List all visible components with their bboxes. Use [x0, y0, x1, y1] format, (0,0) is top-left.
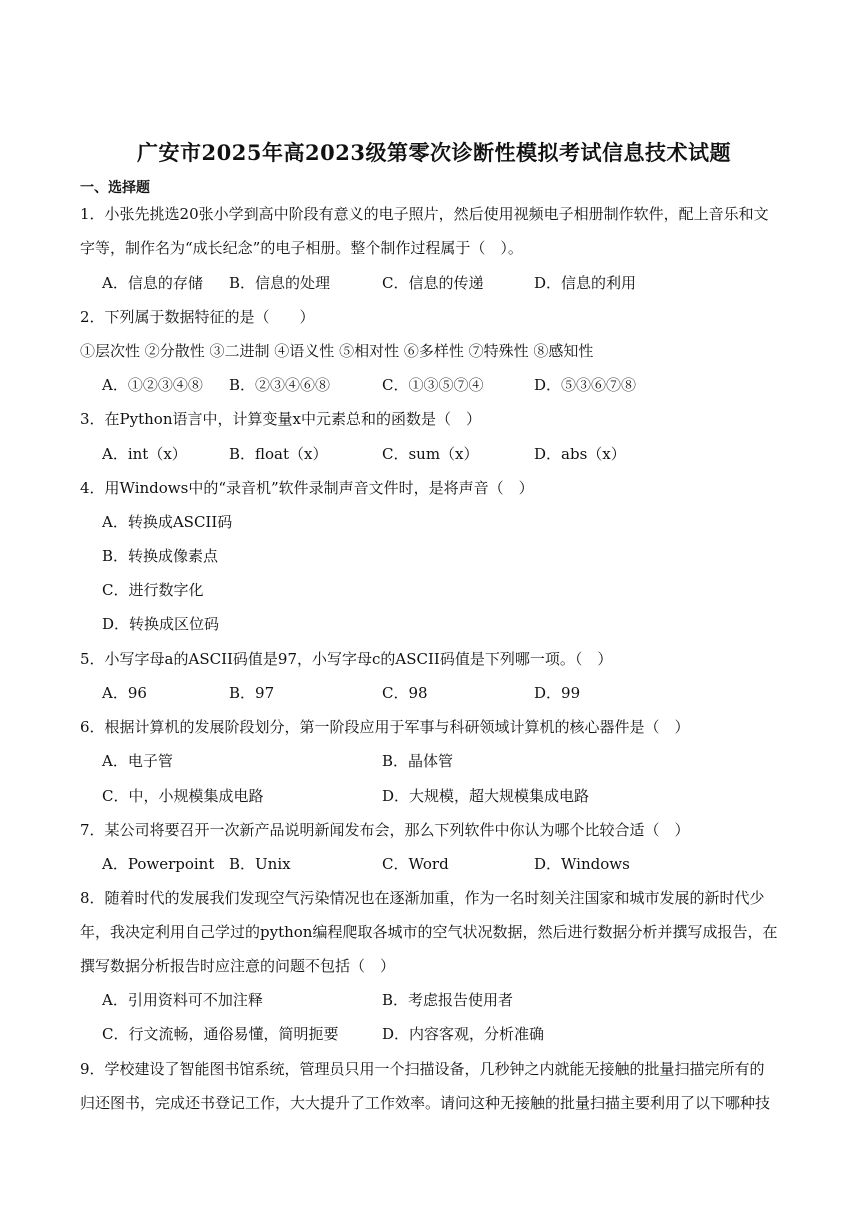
q1-option-b: B．信息的处理 — [229, 274, 331, 292]
q4-option-b: B．转换成像素点 — [102, 547, 219, 565]
q2-option-b: B．②③④⑥⑧ — [229, 376, 331, 394]
question-3-stem: 3．在Python语言中，计算变量x中元素总和的函数是（ ） — [80, 410, 481, 428]
question-2-features: ①层次性 ②分散性 ③二进制 ④语义性 ⑤相对性 ⑥多样性 ⑦特殊性 ⑧感知性 — [80, 342, 594, 360]
q6-option-d: D．大规模，超大规模集成电路 — [382, 787, 590, 805]
question-8-line-2: 年，我决定利用自己学过的python编程爬取各城市的空气状况数据，然后进行数据分析并撰写成报告，在 — [80, 923, 778, 941]
q2-option-d: D．⑤③⑥⑦⑧ — [534, 376, 637, 394]
q7-option-b: B．Unix — [229, 855, 291, 873]
q3-option-b: B．float（x） — [229, 445, 328, 463]
q1-option-c: C．信息的传递 — [382, 274, 484, 292]
q5-option-d: D．99 — [534, 684, 581, 702]
q3-option-d: D．abs（x） — [534, 445, 626, 463]
q8-option-b: B．考虑报告使用者 — [382, 991, 514, 1009]
q4-option-d: D．转换成区位码 — [102, 615, 220, 633]
q8-option-c: C．行文流畅，通俗易懂，简明扼要 — [102, 1025, 339, 1043]
q2-option-c: C．①③⑤⑦④ — [382, 376, 484, 394]
q4-option-a: A．转换成ASCII码 — [102, 513, 233, 531]
q7-option-c: C．Word — [382, 855, 449, 873]
q5-option-b: B．97 — [229, 684, 275, 702]
question-6-stem: 6．根据计算机的发展阶段划分，第一阶段应用于军事与科研领域计算机的核心器件是（ ） — [80, 718, 690, 736]
page-title: 广安市2025年高2023级第零次诊断性模拟考试信息技术试题 — [137, 140, 731, 165]
q7-option-a: A．Powerpoint — [102, 855, 215, 873]
question-8-line-1: 8．随着时代的发展我们发现空气污染情况也在逐渐加重，作为一名时刻关注国家和城市发展的新时代少 — [80, 889, 765, 907]
q5-option-a: A．96 — [102, 684, 147, 702]
question-8-line-3: 撰写数据分析报告时应注意的问题不包括（ ） — [80, 957, 396, 975]
question-1-line-2: 字等，制作名为“成长纪念”的电子相册。整个制作过程属于（ ）。 — [80, 239, 523, 257]
q6-option-b: B．晶体管 — [382, 752, 454, 770]
q6-option-c: C．中，小规模集成电路 — [102, 787, 264, 805]
q8-option-d: D．内容客观，分析准确 — [382, 1025, 545, 1043]
q1-option-a: A．信息的存储 — [102, 274, 203, 292]
q8-option-a: A．引用资料可不加注释 — [102, 991, 263, 1009]
q1-option-d: D．信息的利用 — [534, 274, 637, 292]
question-9-line-1: 9．学校建设了智能图书馆系统，管理员只用一个扫描设备，几秒钟之内就能无接触的批量扫描完所有的 — [80, 1060, 765, 1078]
q3-option-c: C．sum（x） — [382, 445, 479, 463]
question-1-line-1: 1．小张先挑选20张小学到高中阶段有意义的电子照片，然后使用视频电子相册制作软件，配上音乐和文 — [80, 205, 769, 223]
question-2-stem: 2．下列属于数据特征的是（ ） — [80, 308, 315, 326]
question-5-stem: 5．小写字母a的ASCII码值是97，小写字母c的ASCII码值是下列哪一项。（ ） — [80, 650, 613, 668]
question-4-stem: 4．用Windows中的“录音机”软件录制声音文件时，是将声音（ ） — [80, 479, 534, 497]
question-9-line-2: 归还图书，完成还书登记工作，大大提升了工作效率。请问这种无接触的批量扫描主要利用了以下哪种技 — [80, 1094, 771, 1112]
q3-option-a: A．int（x） — [102, 445, 187, 463]
q6-option-a: A．电子管 — [102, 752, 173, 770]
q2-option-a: A．①②③④⑧ — [102, 376, 203, 394]
question-7-stem: 7．某公司将要召开一次新产品说明新闻发布会，那么下列软件中你认为哪个比较合适（ ） — [80, 821, 690, 839]
q7-option-d: D．Windows — [534, 855, 630, 873]
q4-option-c: C．进行数字化 — [102, 581, 204, 599]
q5-option-c: C．98 — [382, 684, 428, 702]
section-heading: 一、选择题 — [80, 180, 150, 196]
